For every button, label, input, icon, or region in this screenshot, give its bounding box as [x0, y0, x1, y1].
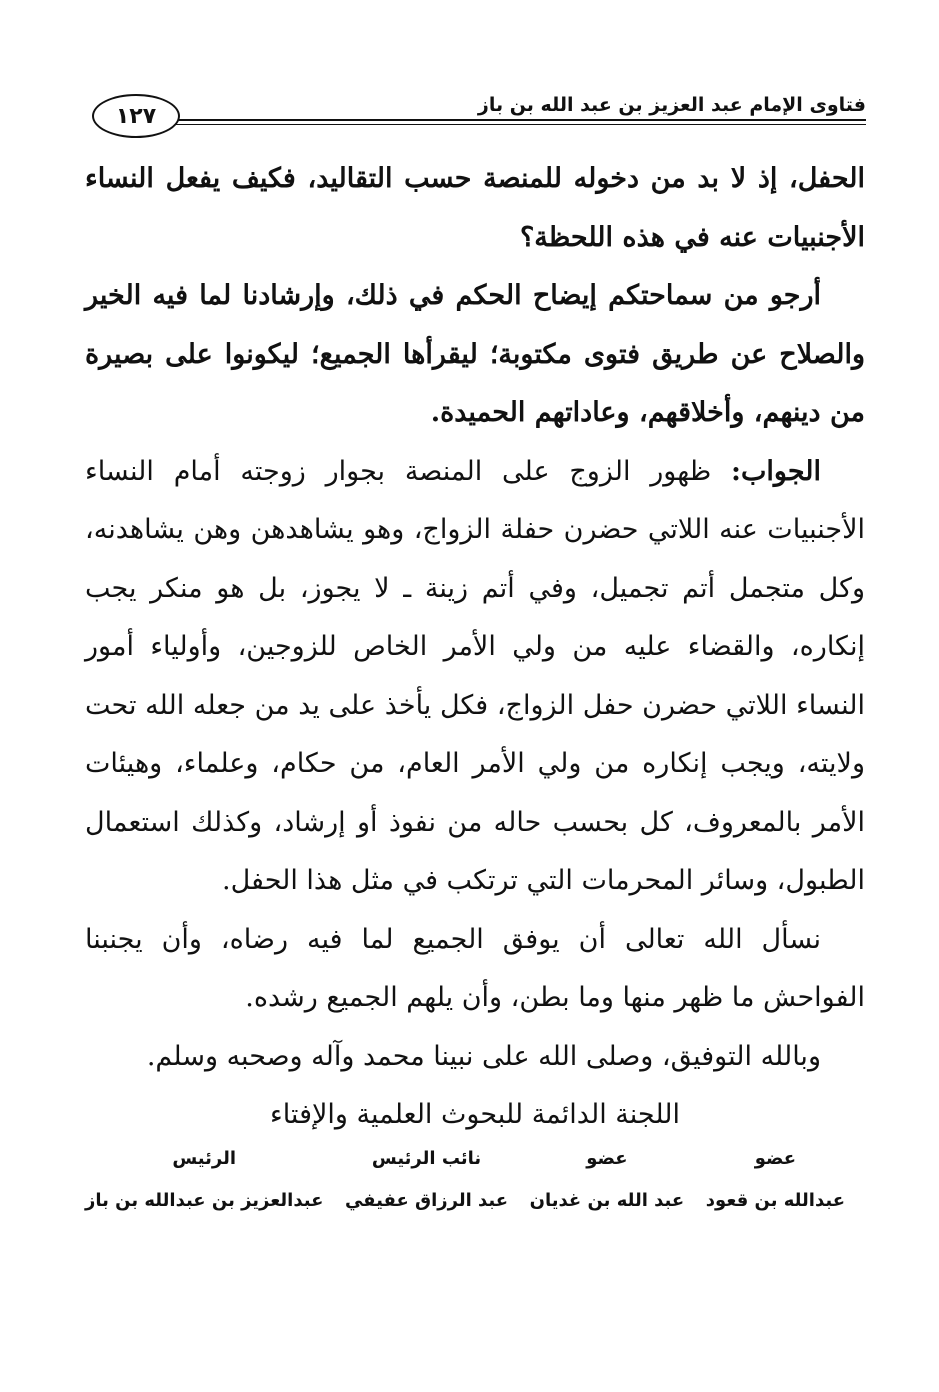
- question-paragraph-2: أرجو من سماحتكم إيضاح الحكم في ذلك، وإرشادنا لما فيه الخير والصلاح عن طريق فتوى مكتوبة؛ ليقرأها الجميع؛ ليكونوا على بصيرة من دينهم، وأخلاقهم، وعاداتهم الحميدة.: [85, 280, 865, 428]
- closing-line: وبالله التوفيق، وصلى الله على نبينا محمد وآله وصحبه وسلم.: [146, 1040, 821, 1072]
- signatory-title: عضو: [586, 1148, 628, 1169]
- signatory: [530, 1148, 685, 1211]
- signatory-title: نائب الرئيس: [371, 1148, 482, 1169]
- signatures: [85, 1148, 845, 1211]
- signatory-name: عبد الله بن غديان: [529, 1190, 685, 1211]
- signatory: [345, 1148, 508, 1211]
- signatory-name: عبد الرزاق عفيفي: [344, 1190, 509, 1211]
- signatory: [85, 1148, 323, 1211]
- answer-label: الجواب:: [731, 455, 821, 487]
- committee-name: اللجنة الدائمة للبحوث العلمية والإفتاء: [270, 1099, 680, 1130]
- signatory-title: عضو: [754, 1148, 797, 1169]
- signatory-name: عبدالله بن قعود: [705, 1190, 845, 1211]
- page-number-oval: [92, 94, 180, 138]
- signatory-title: الرئيس: [172, 1148, 237, 1169]
- signatory-name: عبدالعزيز بن عبدالله بن باز: [85, 1190, 324, 1211]
- book-title: فتاوى الإمام عبد العزيز بن عبد الله بن باز: [470, 92, 866, 118]
- header-rule-thin: [174, 124, 866, 125]
- page-number: ١٢٧: [115, 103, 157, 129]
- signatory: [706, 1148, 845, 1211]
- question-paragraph-1: الحفل، إذ لا بد من دخوله للمنصة حسب التقاليد، فكيف يفعل النساء الأجنبيات عنه في هذه اللحظة؟: [85, 163, 865, 253]
- answer-text: ظهور الزوج على المنصة بجوار زوجته أمام النساء الأجنبيات عنه اللاتي حضرن حفلة الزواج، وهو يشاهدهن وهن يشاهدنه، وكل متجمل أتم تجميل، وفي أتم زينة ـ لا يجوز، بل هو منكر يجب إنكاره، والقضاء عليه من ولي الأمر الخاص للزوجين، وأولياء أمور النساء اللاتي حضرن حفل الزواج، فكل يأخذ على يد من جعله الله تحت ولايته، ويجب إنكاره من ولي الأمر العام، من حكام، وعلماء، وهيئات الأمر بالمعروف، كل بحسب حاله من نفوذ أو إرشاد، وكذلك استعمال الطبول، وسائر المحرمات التي ترتكب في مثل هذا الحفل.: [85, 455, 865, 896]
- header-rule: [174, 119, 866, 121]
- page-header: [86, 92, 866, 146]
- answer-paragraph: [85, 443, 865, 911]
- body-text: [85, 150, 865, 1145]
- dua-paragraph: نسأل الله تعالى أن يوفق الجميع لما فيه رضاه، وأن يجنبنا الفواحش ما ظهر منها وما بطن، وأن يلهم الجميع رشده.: [85, 923, 865, 1013]
